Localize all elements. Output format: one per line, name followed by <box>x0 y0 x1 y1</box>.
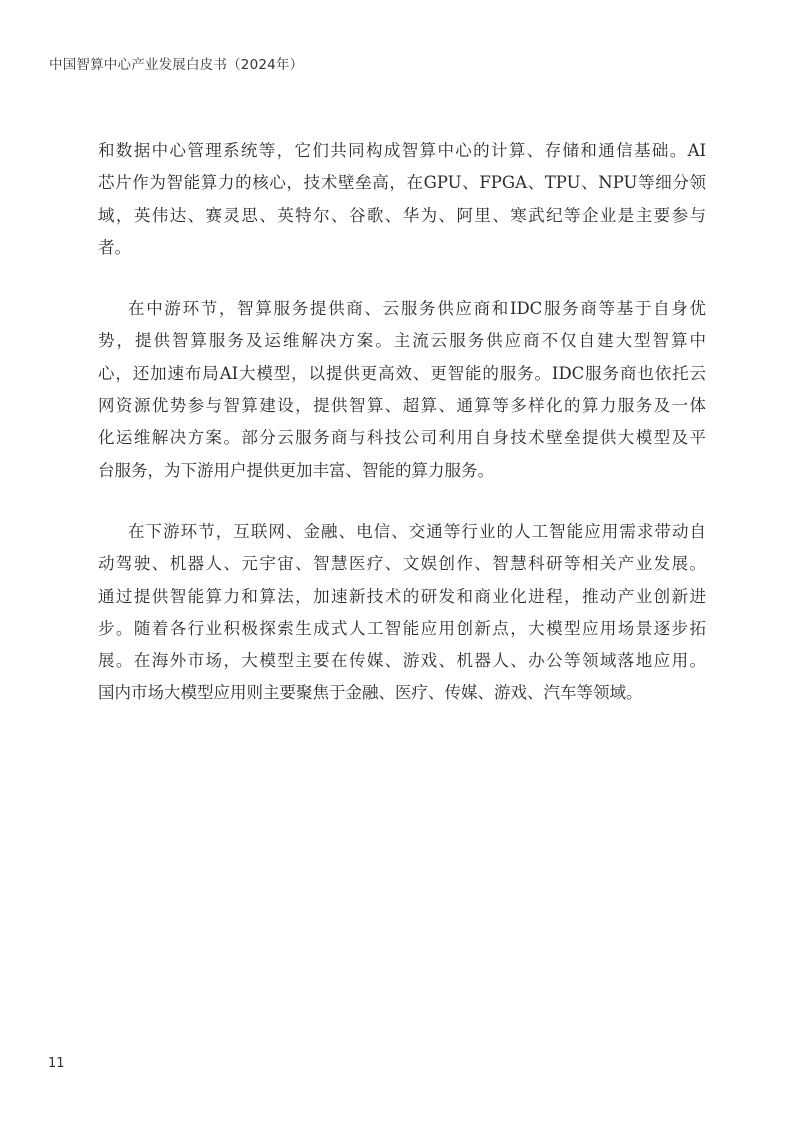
paragraph-spacer <box>98 264 706 293</box>
text-line: 网资源优势参与智算建设，提供智算、超算、通算等多样化的算力服务及一体 <box>98 396 706 416</box>
text-line: 通过提供智能算力和算法，加速新技术的研发和商业化进程，推动产业创新进 <box>98 586 706 606</box>
text-line: 国内市场大模型应用则主要聚焦于金融、医疗、传媒、游戏、汽车等领域。 <box>98 683 643 703</box>
text-line: 心，还加速布局AI大模型，以提供更高效、更智能的服务。IDC服务商也依托云 <box>98 363 706 383</box>
text-line: 步。随着各行业积极探索生成式人工智能应用创新点，大模型应用场景逐步拓 <box>98 618 706 638</box>
text-line: 域，英伟达、赛灵思、英特尔、谷歌、华为、阿里、寒武纪等企业是主要参与 <box>98 205 706 225</box>
body-text <box>98 135 706 710</box>
text-line: 化运维解决方案。部分云服务商与科技公司利用自身技术壁垒提供大模型及平 <box>98 428 706 448</box>
running-header: 中国智算中心产业发展白皮书（2024年） <box>49 57 304 73</box>
text-line: 展。在海外市场，大模型主要在传媒、游戏、机器人、办公等领域落地应用。 <box>98 651 706 671</box>
text-line: 台服务，为下游用户提供更加丰富、智能的算力服务。 <box>98 460 494 480</box>
text-line: 在下游环节，互联网、金融、电信、交通等行业的人工智能应用需求带动自 <box>128 521 706 541</box>
text-line: 势，提供智算服务及运维解决方案。主流云服务供应商不仅自建大型智算中 <box>98 331 706 351</box>
text-line: 在中游环节，智算服务提供商、云服务供应商和IDC服务商等基于自身优 <box>128 299 706 319</box>
page-number: 11 <box>48 1056 65 1071</box>
paragraph-1 <box>98 135 706 264</box>
text-line: 芯片作为智能算力的核心，技术壁垒高，在GPU、FPGA、TPU、NPU等细分领 <box>98 173 706 193</box>
paragraph-3 <box>98 516 706 710</box>
text-line: 和数据中心管理系统等，它们共同构成智算中心的计算、存储和通信基础。AI <box>98 141 706 160</box>
paragraph-spacer <box>98 487 706 516</box>
paragraph-2 <box>98 293 706 487</box>
text-line: 动驾驶、机器人、元宇宙、智慧医疗、文娱创作、智慧科研等相关产业发展。 <box>98 554 706 574</box>
text-line: 者。 <box>98 237 131 257</box>
